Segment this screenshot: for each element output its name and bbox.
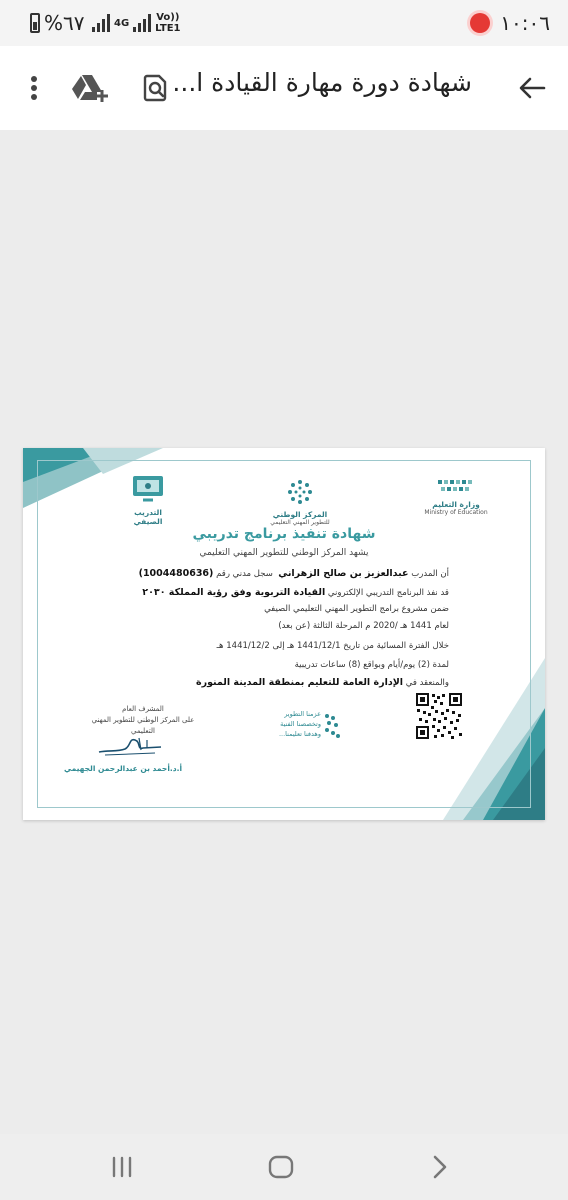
- tatweer-logo: [255, 710, 341, 742]
- venue-line: [196, 677, 449, 688]
- year-line: لعام 1441 هـ /2020 م المرحلة الثالثة (عن بعد): [278, 621, 449, 631]
- summer-training-logo: [123, 474, 173, 526]
- project-line: ضمن مشروع برامج التطوير المهني التعليمي الصيفي: [264, 604, 449, 614]
- clock-area: [470, 0, 550, 46]
- battery-indicator: [30, 0, 85, 46]
- moe-logo-text: وزارة التعليم: [432, 500, 480, 509]
- app-toolbar: [0, 46, 568, 130]
- venue-name: الإدارة العامة للتعليم بمنطقة المدينة المنورة: [196, 677, 404, 688]
- back-button[interactable]: [508, 64, 556, 112]
- period-line: خلال الفترة المسائية من تاريخ 1441/12/1 هـ إلى 1441/12/2 هـ: [216, 641, 449, 651]
- moe-logo: [421, 478, 491, 516]
- moe-emblem-icon: [436, 478, 476, 496]
- id-number: (1004480636): [138, 568, 214, 579]
- program-prefix: قد نفذ البرنامج التدريبي الإلكتروني: [327, 588, 449, 598]
- recents-button[interactable]: [100, 1146, 144, 1188]
- signature-image: [95, 732, 165, 758]
- duration-line: لمدة (2) يوم/أيام وبواقع (8) ساعات تدريبية: [294, 660, 449, 670]
- summer-logo-text: التدريب الصيفي: [133, 508, 163, 526]
- search-document-icon: [143, 74, 169, 102]
- tatweer-line1: عزمنا التطوير: [284, 710, 321, 718]
- more-vertical-icon: [30, 75, 38, 101]
- ncpd-logo-line1: المركز الوطني: [272, 510, 328, 519]
- back-chevron-icon: [431, 1154, 449, 1180]
- monitor-icon: [131, 474, 165, 504]
- document-viewer[interactable]: [0, 130, 568, 1134]
- certificate-page: [23, 448, 545, 820]
- signal-indicator: [92, 0, 181, 46]
- ncpd-emblem-icon: [286, 478, 314, 506]
- qr-code: [415, 692, 463, 740]
- battery-text: %٦٧: [44, 11, 85, 35]
- volte-line2: LTE1: [155, 23, 181, 34]
- supervisor-title-line1: المشرف العام: [122, 705, 164, 713]
- signal-bars-icon: [92, 14, 110, 32]
- document-title: شهادة دورة مهارة القيادة ا...: [172, 68, 472, 97]
- signal-bars-2-icon: [133, 14, 151, 32]
- ncpd-logo-line2: للتطوير المهني التعليمي: [270, 519, 330, 526]
- system-nav-bar: [0, 1134, 568, 1200]
- back-arrow-icon: [518, 76, 546, 100]
- battery-icon: [30, 13, 40, 33]
- ncpd-logo: [261, 478, 339, 526]
- moe-logo-en: Ministry of Education: [424, 509, 488, 516]
- volte-line1: Vo)): [156, 12, 180, 23]
- supervisor-name: أ.د.أحمد بن عبدالرحمن الجهيمي: [63, 764, 183, 773]
- id-label: سجل مدني رقم: [216, 569, 273, 579]
- supervisor-title-line2: على المركز الوطني للتطوير المهني التعليمي: [91, 716, 195, 735]
- certificate-title: شهادة تنفيذ برنامج تدريبي: [192, 526, 376, 542]
- trainer-line: [139, 568, 449, 579]
- add-to-drive-button[interactable]: [66, 66, 114, 110]
- home-button[interactable]: [259, 1146, 303, 1188]
- program-line: [142, 587, 449, 598]
- add-to-drive-icon: [70, 73, 110, 103]
- program-name: القيادة التربوية وفق رؤية المملكة ٢٠٣٠: [142, 587, 326, 598]
- tatweer-line3: وهدفنا تعليمنا...: [278, 730, 321, 738]
- find-in-document-button[interactable]: [134, 66, 178, 110]
- volte-indicator: [155, 12, 180, 34]
- trainer-prefix: أن المدرب: [411, 569, 449, 579]
- nav-back-button[interactable]: [418, 1146, 462, 1188]
- status-time: ١٠:٠٦: [500, 11, 550, 35]
- tatweer-line2: وتخصصنا الفنية: [280, 720, 321, 728]
- more-options-button[interactable]: [14, 66, 54, 110]
- recents-icon: [109, 1155, 135, 1179]
- trainer-name: عبدالعزيز بن صالح الزهراني: [278, 568, 409, 579]
- screen-record-icon: [470, 13, 490, 33]
- home-icon: [267, 1154, 295, 1180]
- status-bar: [0, 0, 568, 46]
- certificate-subtitle: يشهد المركز الوطني للتطوير المهني التعليمي: [199, 548, 369, 558]
- tatweer-dots-icon: [323, 712, 341, 740]
- network-type: 4G: [114, 17, 130, 29]
- venue-prefix: والمنعقد في: [405, 678, 449, 688]
